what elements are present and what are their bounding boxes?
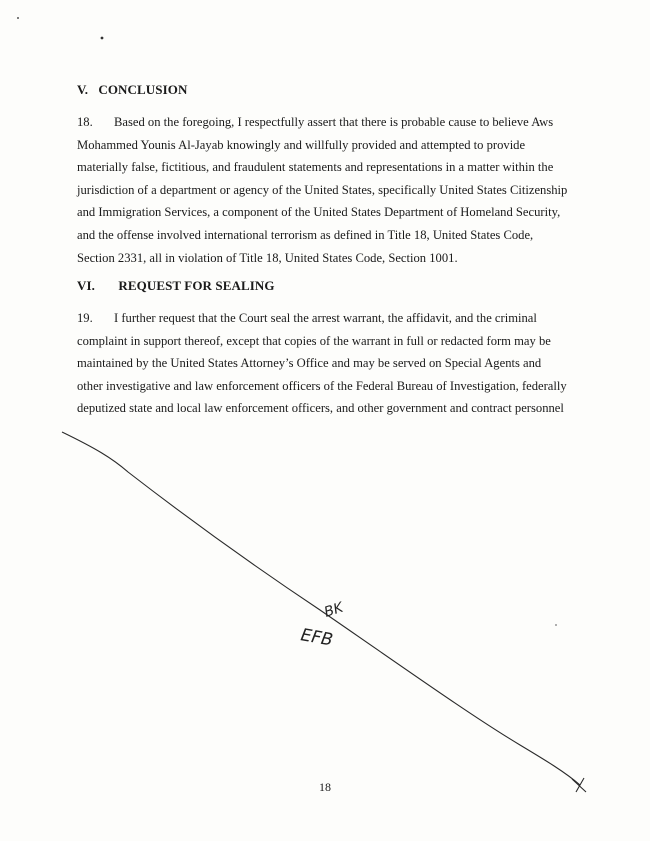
- paragraph-18-line: Section 2331, all in violation of Title 18, United States Code, Section 1001.: [77, 250, 458, 265]
- paragraph-19-line: complaint in support thereof, except that copies of the warrant in full or redacted form may be: [77, 333, 551, 348]
- paragraph-18: [77, 111, 577, 269]
- paragraph-19-line: other investigative and law enforcement officers of the Federal Bureau of Investigation, federally: [77, 378, 567, 393]
- paragraph-19: [77, 307, 577, 420]
- paragraph-18-number: 18.: [77, 115, 93, 129]
- paragraph-19-line: deputized state and local law enforcement officers, and other government and contract personnel: [77, 401, 564, 416]
- section-vi-number: VI.: [77, 278, 95, 293]
- section-vi-heading: [77, 278, 275, 294]
- section-vi-title: REQUEST FOR SEALING: [118, 278, 275, 293]
- scan-speck: [101, 37, 104, 40]
- paragraph-18-line: and Immigration Services, a component of the United States Department of Homeland Security,: [77, 205, 561, 220]
- paragraph-18-line: materially false, fictitious, and fraudulent statements and representations in a matter within the: [77, 160, 554, 175]
- page-number: 18: [319, 780, 331, 794]
- paragraph-19-line: [77, 307, 577, 330]
- paragraph-18-line: [77, 111, 577, 134]
- paragraph-18-line: Mohammed Younis Al-Jayab knowingly and willfully provided and attempted to provide: [77, 137, 526, 152]
- paragraph-18-line-text: Based on the foregoing, I respectfully assert that there is probable cause to believe Aws: [114, 115, 554, 129]
- scan-speck: [555, 624, 557, 626]
- handwritten-initials: EFB: [299, 625, 335, 651]
- paragraph-19-line-text: I further request that the Court seal the arrest warrant, the affidavit, and the criminal: [114, 311, 537, 325]
- section-v-title: CONCLUSION: [98, 82, 188, 97]
- paragraph-18-line: jurisdiction of a department or agency of the United States, specifically United States Citizenship: [77, 182, 568, 197]
- section-v-heading: [77, 82, 187, 98]
- section-v-number: V.: [77, 82, 89, 97]
- paragraph-19-number: 19.: [77, 311, 93, 325]
- paragraph-19-line: maintained by the United States Attorney’s Office and may be served on Special Agents and: [77, 356, 542, 371]
- handwritten-initials-small: BK: [322, 599, 346, 621]
- diagonal-strike-mark: [62, 432, 580, 785]
- scan-speck: [17, 17, 19, 19]
- paragraph-18-line: and the offense involved international terrorism as defined in Title 18, United States Code,: [77, 227, 534, 242]
